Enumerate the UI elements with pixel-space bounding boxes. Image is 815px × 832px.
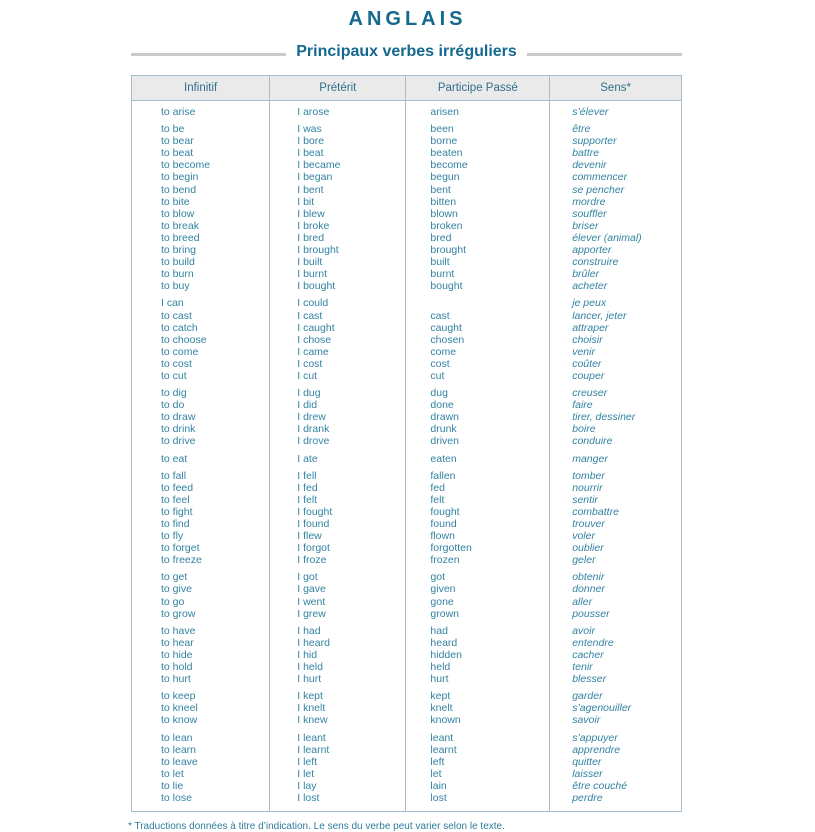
cell-infinitif: to fly (161, 530, 184, 543)
cell-sens: coûter (572, 357, 602, 370)
cell-infinitif: to be (161, 123, 185, 136)
cell-sens: creuser (572, 387, 608, 400)
cell-preterit: I built (297, 256, 323, 269)
cell-participe-passe: dug (430, 387, 448, 400)
cell-preterit: I fed (297, 481, 318, 494)
verb-group (132, 123, 681, 292)
cell-infinitif: to bear (161, 135, 194, 148)
cell-infinitif: to bite (161, 195, 190, 208)
verb-group (132, 453, 681, 465)
cell-participe-passe: fallen (430, 469, 456, 482)
verb-group (132, 470, 681, 567)
cell-infinitif: to give (161, 583, 192, 596)
cell-preterit: I fell (297, 469, 317, 482)
cell-sens: avoir (572, 624, 595, 637)
cell-preterit: I bred (297, 231, 325, 244)
cell-participe-passe: done (430, 399, 454, 412)
cell-participe-passe: grown (430, 607, 459, 620)
cell-sens: blesser (572, 673, 607, 686)
cell-participe-passe: fought (430, 505, 460, 518)
cell-preterit: I brought (297, 244, 339, 257)
cell-participe-passe: begun (430, 171, 460, 184)
cell-participe-passe: built (430, 256, 450, 269)
cell-infinitif: to lose (161, 791, 192, 804)
cell-participe-passe: got (430, 571, 445, 584)
cell-participe-passe: bent (430, 183, 451, 196)
cell-participe-passe: arisen (430, 106, 459, 118)
cell-infinitif: to breed (161, 231, 200, 244)
cell-sens: combattre (572, 505, 619, 518)
cell-sens: mordre (572, 195, 606, 208)
cell-preterit: I heard (297, 636, 330, 649)
cell-participe-passe: had (430, 624, 448, 637)
cell-preterit: I knew (297, 714, 328, 727)
cell-sens: trouver (572, 518, 605, 530)
cell-sens: s’agenouiller (572, 702, 632, 715)
cell-sens: tenir (572, 661, 593, 674)
footnote: * Traductions données à titre d’indication. Le sens du verbe peut varier selon le texte. (128, 821, 505, 832)
cell-preterit: I burnt (297, 268, 328, 281)
cell-infinitif: to find (161, 518, 190, 530)
column-divider-3 (549, 101, 550, 811)
cell-participe-passe: frozen (430, 554, 460, 567)
cell-preterit: I learnt (297, 743, 330, 756)
cell-participe-passe: been (430, 123, 454, 136)
cell-preterit: I bent (297, 183, 324, 196)
cell-sens: acheter (572, 280, 608, 293)
cell-participe-passe: fed (430, 481, 445, 494)
cell-sens: élever (animal) (572, 231, 642, 244)
cell-sens: supporter (572, 135, 617, 148)
cell-participe-passe: cost (430, 357, 450, 370)
irregular-verbs-table (131, 75, 682, 812)
cell-participe-passe: borne (430, 135, 458, 148)
cell-sens: cacher (572, 648, 604, 661)
cell-infinitif: to freeze (161, 554, 202, 567)
cell-preterit: I drove (297, 435, 330, 448)
cell-preterit: I got (297, 571, 318, 584)
table-body (132, 101, 681, 811)
cell-participe-passe: felt (430, 493, 445, 506)
cell-sens: nourrir (572, 481, 603, 494)
cell-preterit: I hid (297, 648, 318, 661)
cell-sens: aller (572, 595, 593, 608)
cell-infinitif: to eat (161, 452, 188, 465)
cell-infinitif: to forget (161, 542, 200, 555)
cell-infinitif: to break (161, 219, 199, 232)
cell-preterit: I fought (297, 505, 333, 518)
cell-participe-passe: bitten (430, 195, 457, 208)
cell-participe-passe: flown (430, 530, 455, 543)
cell-infinitif: to come (161, 345, 199, 358)
cell-preterit: I let (297, 767, 315, 780)
cell-participe-passe: learnt (430, 743, 457, 756)
cell-participe-passe: come (430, 345, 457, 358)
cell-participe-passe: found (430, 518, 457, 530)
cell-participe-passe: beaten (430, 147, 463, 160)
cell-participe-passe: hidden (430, 648, 462, 661)
column-divider-1 (269, 101, 270, 811)
cell-infinitif: to draw (161, 411, 196, 424)
cell-sens: battre (572, 147, 600, 160)
table-header-row (132, 76, 681, 101)
cell-participe-passe: cut (430, 369, 445, 382)
cell-sens: attraper (572, 321, 609, 334)
cell-participe-passe: bought (430, 280, 463, 293)
cell-sens: commencer (572, 171, 628, 184)
cell-participe-passe: drunk (430, 423, 457, 436)
cell-participe-passe: drawn (430, 411, 459, 424)
cell-participe-passe: lost (430, 791, 447, 804)
cell-infinitif: to bend (161, 183, 197, 196)
cell-participe-passe: blown (430, 207, 458, 220)
cell-sens: conduire (572, 435, 613, 448)
cell-preterit: I froze (297, 554, 327, 567)
cell-preterit: I bit (297, 195, 315, 208)
cell-infinitif: to grow (161, 607, 196, 620)
cell-preterit: I was (297, 123, 322, 136)
verb-group (132, 571, 681, 619)
cell-sens: tomber (572, 469, 605, 482)
cell-sens: pousser (572, 607, 610, 620)
cell-participe-passe: given (430, 583, 456, 596)
cell-preterit: I came (297, 345, 329, 358)
cell-preterit: I drew (297, 411, 326, 424)
cell-preterit: I left (297, 755, 318, 768)
cell-infinitif: to catch (161, 321, 198, 334)
cell-participe-passe: gone (430, 595, 454, 608)
cell-participe-passe (405, 297, 549, 309)
cell-preterit: I ate (297, 452, 318, 465)
cell-sens: devenir (572, 159, 607, 172)
cell-sens: garder (572, 690, 603, 703)
cell-participe-passe: brought (430, 244, 467, 257)
cell-preterit: I dug (297, 387, 321, 400)
cell-infinitif: to get (161, 571, 188, 584)
cell-infinitif: to become (161, 159, 211, 172)
cell-infinitif: to cast (161, 309, 192, 322)
cell-infinitif: to know (161, 714, 198, 727)
verb-group (132, 297, 681, 382)
cell-infinitif: to fight (161, 505, 193, 518)
cell-infinitif: to cost (161, 357, 192, 370)
cell-infinitif: to do (161, 399, 185, 412)
cell-sens: s’appuyer (572, 731, 618, 744)
cell-participe-passe: caught (430, 321, 462, 334)
subtitle-row (131, 43, 682, 61)
cell-participe-passe: driven (430, 435, 459, 448)
cell-preterit: I cast (297, 309, 323, 322)
verb-group (132, 106, 681, 118)
cell-preterit: I lay (297, 779, 317, 792)
cell-participe-passe: heard (430, 636, 458, 649)
cell-preterit: I began (297, 171, 333, 184)
cell-infinitif: to choose (161, 333, 207, 346)
verb-group (132, 690, 681, 726)
cell-preterit: I drank (297, 423, 330, 436)
cell-infinitif: to lie (161, 779, 184, 792)
cell-infinitif: to leave (161, 755, 198, 768)
cell-sens: savoir (572, 714, 601, 727)
cell-sens: manger (572, 452, 608, 465)
cell-preterit: I chose (297, 333, 332, 346)
column-header-preterit: Prétérit (269, 76, 405, 100)
cell-preterit: I lost (297, 791, 320, 804)
cell-preterit: I went (297, 595, 326, 608)
cell-infinitif: to begin (161, 171, 199, 184)
cell-sens: être (572, 123, 591, 136)
cell-participe-passe: broken (430, 219, 463, 232)
cell-infinitif: to go (161, 595, 185, 608)
cell-infinitif: to hear (161, 636, 194, 649)
cell-participe-passe: known (430, 714, 461, 727)
cell-preterit: I hurt (297, 673, 322, 686)
cell-infinitif: to burn (161, 268, 194, 281)
cell-preterit: I blew (297, 207, 325, 220)
cell-sens: être couché (572, 779, 628, 792)
cell-sens: brûler (572, 268, 600, 281)
cell-infinitif: to feed (161, 481, 194, 494)
cell-preterit: I forgot (297, 542, 330, 555)
cell-sens: tirer, dessiner (572, 411, 636, 424)
cell-preterit: I leant (297, 731, 326, 744)
cell-preterit: I broke (297, 219, 330, 232)
cell-preterit: I became (297, 159, 341, 172)
page-subtitle: Principaux verbes irréguliers (296, 43, 517, 60)
cell-preterit: I found (297, 518, 330, 530)
cell-preterit: I arose (297, 106, 330, 118)
cell-participe-passe: hurt (430, 673, 449, 686)
cell-preterit: I could (297, 297, 329, 310)
cell-infinitif: to hold (161, 661, 193, 674)
cell-infinitif: to drive (161, 435, 196, 448)
cell-preterit: I caught (297, 321, 335, 334)
subtitle-rule-left (131, 53, 286, 56)
cell-infinitif: to dig (161, 387, 187, 400)
cell-infinitif: to fall (161, 469, 187, 482)
cell-preterit: I knelt (297, 702, 326, 715)
cell-participe-passe: knelt (430, 702, 453, 715)
cell-infinitif: to blow (161, 207, 195, 220)
cell-preterit: I beat (297, 147, 324, 160)
verb-group (132, 732, 681, 805)
cell-infinitif: to drink (161, 423, 196, 436)
cell-participe-passe: held (430, 661, 451, 674)
cell-sens: boire (572, 423, 596, 436)
cell-sens: laisser (572, 767, 603, 780)
cell-sens: souffler (572, 207, 607, 220)
subtitle-rule-right (527, 53, 682, 56)
cell-infinitif: to feel (161, 493, 190, 506)
cell-infinitif: to build (161, 256, 195, 269)
cell-sens: donner (572, 583, 605, 596)
cell-preterit: I kept (297, 690, 323, 703)
cell-sens: entendre (572, 636, 614, 649)
cell-infinitif: to kneel (161, 702, 198, 715)
verb-group (132, 625, 681, 685)
cell-infinitif: I can (161, 297, 184, 310)
cell-sens: quitter (572, 755, 602, 768)
cell-preterit: I flew (297, 530, 322, 543)
cell-sens: s’élever (572, 106, 609, 118)
cell-sens: couper (572, 369, 605, 382)
page-title: ANGLAIS (348, 8, 467, 30)
cell-infinitif: to cut (161, 369, 187, 382)
cell-preterit: I grew (297, 607, 326, 620)
cell-sens: apprendre (572, 743, 621, 756)
cell-preterit: I bought (297, 280, 336, 293)
cell-participe-passe: chosen (430, 333, 465, 346)
cell-sens: obtenir (572, 571, 605, 584)
column-header-sens: Sens* (549, 76, 681, 100)
cell-sens: briser (572, 219, 599, 232)
cell-participe-passe: bred (430, 231, 452, 244)
cell-infinitif: to hide (161, 648, 193, 661)
cell-participe-passe: left (430, 755, 445, 768)
cell-preterit: I gave (297, 583, 326, 596)
cell-participe-passe: forgotten (430, 542, 472, 555)
cell-sens: se pencher (572, 183, 625, 196)
cell-infinitif: to lean (161, 731, 193, 744)
cell-preterit: I bore (297, 135, 325, 148)
cell-participe-passe: cast (430, 309, 450, 322)
cell-sens: oublier (572, 542, 604, 555)
cell-sens: choisir (572, 333, 603, 346)
cell-participe-passe: let (430, 767, 442, 780)
cell-participe-passe: burnt (430, 268, 455, 281)
cell-preterit: I did (297, 399, 318, 412)
cell-participe-passe: leant (430, 731, 454, 744)
verb-group (132, 387, 681, 447)
cell-sens: faire (572, 399, 593, 412)
cell-infinitif: to learn (161, 743, 197, 756)
cell-sens: je peux (572, 297, 607, 310)
cell-preterit: I cut (297, 369, 318, 382)
cell-sens: voler (572, 530, 595, 543)
cell-sens: lancer, jeter (572, 309, 627, 322)
cell-participe-passe: kept (430, 690, 451, 703)
cell-preterit: I had (297, 624, 321, 637)
cell-infinitif: to beat (161, 147, 194, 160)
cell-infinitif: to keep (161, 690, 196, 703)
cell-infinitif: to let (161, 767, 184, 780)
cell-infinitif: to buy (161, 280, 190, 293)
column-divider-2 (405, 101, 406, 811)
cell-sens: construire (572, 256, 619, 269)
cell-preterit: I cost (297, 357, 323, 370)
cell-sens: apporter (572, 244, 612, 257)
cell-sens: venir (572, 345, 595, 358)
cell-preterit: I felt (297, 493, 318, 506)
cell-participe-passe: eaten (430, 452, 457, 465)
column-header-participe-passe: Participe Passé (405, 76, 549, 100)
cell-infinitif: to arise (161, 106, 196, 118)
cell-sens: sentir (572, 493, 598, 506)
cell-sens: geler (572, 554, 596, 567)
cell-participe-passe: lain (430, 779, 447, 792)
cell-infinitif: to have (161, 624, 196, 637)
cell-participe-passe: become (430, 159, 468, 172)
column-header-infinitif: Infinitif (184, 82, 218, 94)
cell-preterit: I held (297, 661, 323, 674)
cell-infinitif: to bring (161, 244, 197, 257)
cell-infinitif: to hurt (161, 673, 191, 686)
cell-sens: perdre (572, 791, 603, 804)
